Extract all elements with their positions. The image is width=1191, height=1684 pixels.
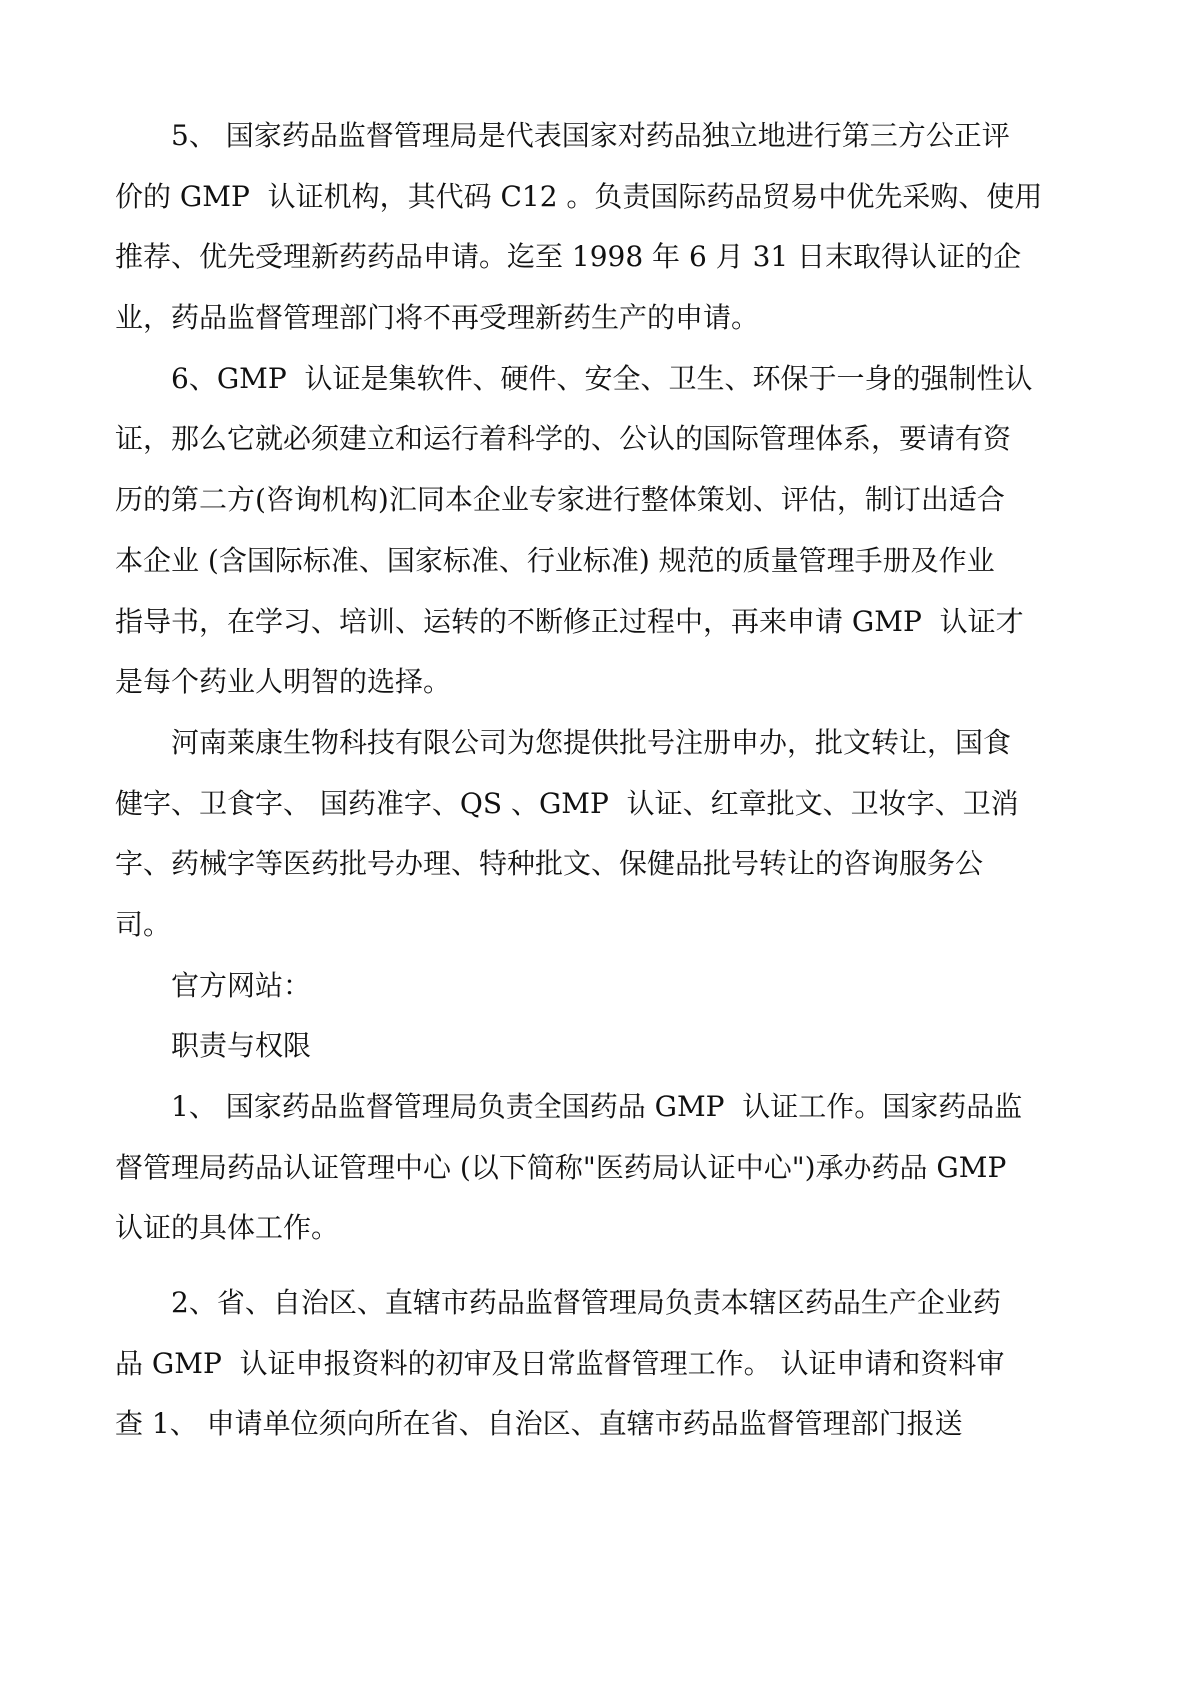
text-line: 认证的具体工作。 <box>115 1211 340 1245</box>
text-line: 健字、卫食字、 国药准字、QS 、GMP 认证、红章批文、卫妆字、卫消 <box>115 786 1019 820</box>
text-line: 司。 <box>115 907 172 941</box>
text-line: 证，那么它就必须建立和运行着科学的、公认的国际管理体系，要请有资 <box>115 422 1012 456</box>
text-line: 指导书，在学习、培训、运转的不断修正过程中，再来申请 GMP 认证才 <box>115 604 1024 638</box>
document-body <box>115 106 1075 1455</box>
paragraph-item-5 <box>115 106 1075 349</box>
text-line: 督管理局药品认证管理中心 (以下简称"医药局认证中心")承办药品 GMP <box>115 1150 1007 1184</box>
text-line: 推荐、优先受理新药药品申请。迄至 1998 年 6 月 31 日末取得认证的企 <box>115 240 1022 274</box>
text-line: 查 1、 申请单位须向所在省、自治区、直辖市药品监督管理部门报送 <box>115 1407 963 1441</box>
text-line: 1、 国家药品监督管理局负责全国药品 GMP 认证工作。国家药品监 <box>171 1090 1023 1123</box>
section-heading-duties <box>115 1016 1075 1077</box>
text-line: 6、GMP 认证是集软件、硬件、安全、卫生、环保于一身的强制性认 <box>171 361 1033 395</box>
text-line: 职责与权限 <box>171 1029 312 1063</box>
text-line: 官方网站： <box>171 968 312 1002</box>
paragraph-item-1 <box>115 1077 1075 1259</box>
text-line: 字、药械字等医药批号办理、特种批文、保健品批号转让的咨询服务公 <box>115 847 984 881</box>
text-line: 河南莱康生物科技有限公司为您提供批号注册申办，批文转让，国食 <box>171 725 1012 759</box>
text-line: 价的 GMP 认证机构，其代码 C12 。负责国际药品贸易中优先采购、使用 <box>115 179 1043 213</box>
text-line: 业，药品监督管理部门将不再受理新药生产的申请。 <box>115 301 760 335</box>
paragraph-gap <box>115 1259 1075 1273</box>
text-line: 历的第二方(咨询机构)汇同本企业专家进行整体策划、评估，制订出适合 <box>115 483 1005 517</box>
paragraph-item-2 <box>115 1273 1075 1455</box>
paragraph-website <box>115 956 1075 1017</box>
text-line: 5、 国家药品监督管理局是代表国家对药品独立地进行第三方公正评 <box>171 119 1010 152</box>
text-line: 品 GMP 认证申报资料的初审及日常监督管理工作。 认证申请和资料审 <box>115 1346 1005 1380</box>
text-line: 本企业 (含国际标准、国家标准、行业标准) 规范的质量管理手册及作业 <box>115 543 995 577</box>
text-line: 是每个药业人明智的选择。 <box>115 665 452 699</box>
paragraph-company-intro <box>115 713 1075 956</box>
paragraph-item-6 <box>115 349 1075 713</box>
text-line: 2、省、自治区、直辖市药品监督管理局负责本辖区药品生产企业药 <box>171 1286 1001 1320</box>
